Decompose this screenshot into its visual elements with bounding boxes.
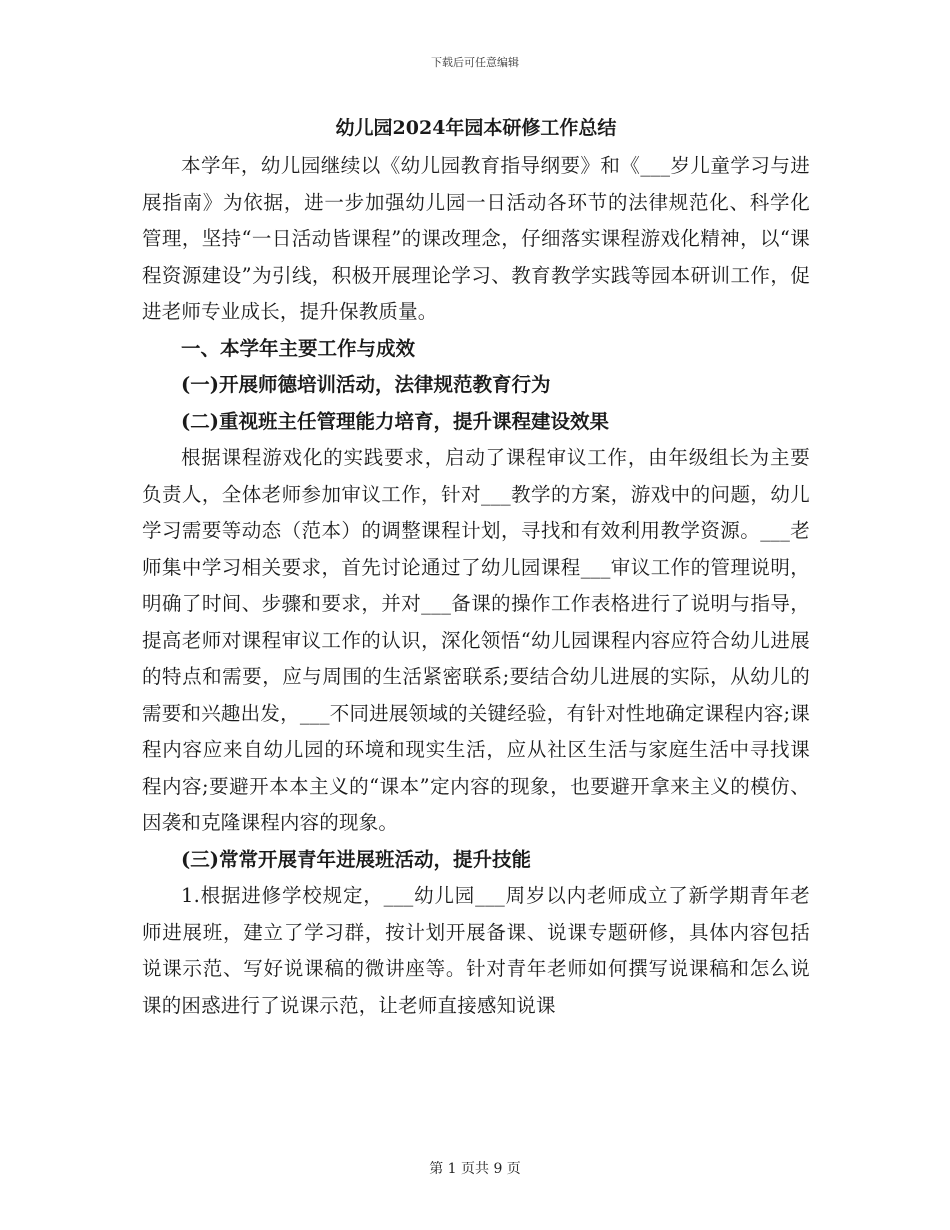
document-body	[142, 112, 810, 1024]
intro-paragraph: 本学年，幼儿园继续以《幼儿园教育指导纲要》和《___岁儿童学习与进展指南》为依据，进一步加强幼儿园一日活动各环节的法律规范化、科学化管理，坚持“一日活动皆课程”的课改理念，仔细落实课程游戏化精神，以“课程资源建设”为引线，积极开展理论学习、教育教学实践等园本研训工作，促进老师专业成长，提升保教质量。	[142, 154, 810, 323]
header-note: 下载后可任意编辑	[431, 56, 519, 69]
page-indicator: 第 1 页共 9 页	[429, 1161, 521, 1177]
subsection-3-paragraph: 1.根据进修学校规定，___幼儿园___周岁以内老师成立了新学期青年老师进展班，建立了学习群，按计划开展备课、说课专题研修，具体内容包括说课示范、写好说课稿的微讲座等。针对青年老师如何撰写说课稿和怎么说课的困惑进行了说课示范，让老师直接感知说课	[142, 884, 810, 1017]
subsection-2-heading: (二)重视班主任管理能力培育，提升课程建设效果	[181, 409, 609, 433]
subsection-1-heading: (一)开展师德培训活动，法律规范教育行为	[181, 373, 551, 396]
document-title: 幼儿园2024年园本研修工作总结	[335, 117, 617, 139]
subsection-3-heading: (三)常常开展青年进展班活动，提升技能	[181, 847, 531, 871]
subsection-2-paragraph: 根据课程游戏化的实践要求，启动了课程审议工作，由年级组长为主要负责人，全体老师参加审议工作，针对___教学的方案，游戏中的问题，幼儿学习需要等动态（范本）的调整课程计划，寻找和有效利用教学资源。___老师集中学习相关要求，首先讨论通过了幼儿园课程___审议工作的管理说明，明确了时间、步骤和要求，并对___备课的操作工作表格进行了说明与指导，提高老师对课程审议工作的认识，深化领悟“幼儿园课程内容应符合幼儿进展的特点和需要，应与周围的生活紧密联系;要结合幼儿进展的实际，从幼儿的需要和兴趣出发，___不同进展领域的关键经验，有针对性地确定课程内容;课程内容应来自幼儿园的环境和现实生活，应从社区生活与家庭生活中寻找课程内容;要避开本本主义的“课本”定内容的现象，也要避开拿来主义的模仿、因袭和克隆课程内容的现象。	[142, 446, 810, 834]
section-1-heading: 一、本学年主要工作与成效	[181, 336, 416, 360]
page-header	[0, 54, 950, 70]
page-footer	[0, 1158, 950, 1178]
